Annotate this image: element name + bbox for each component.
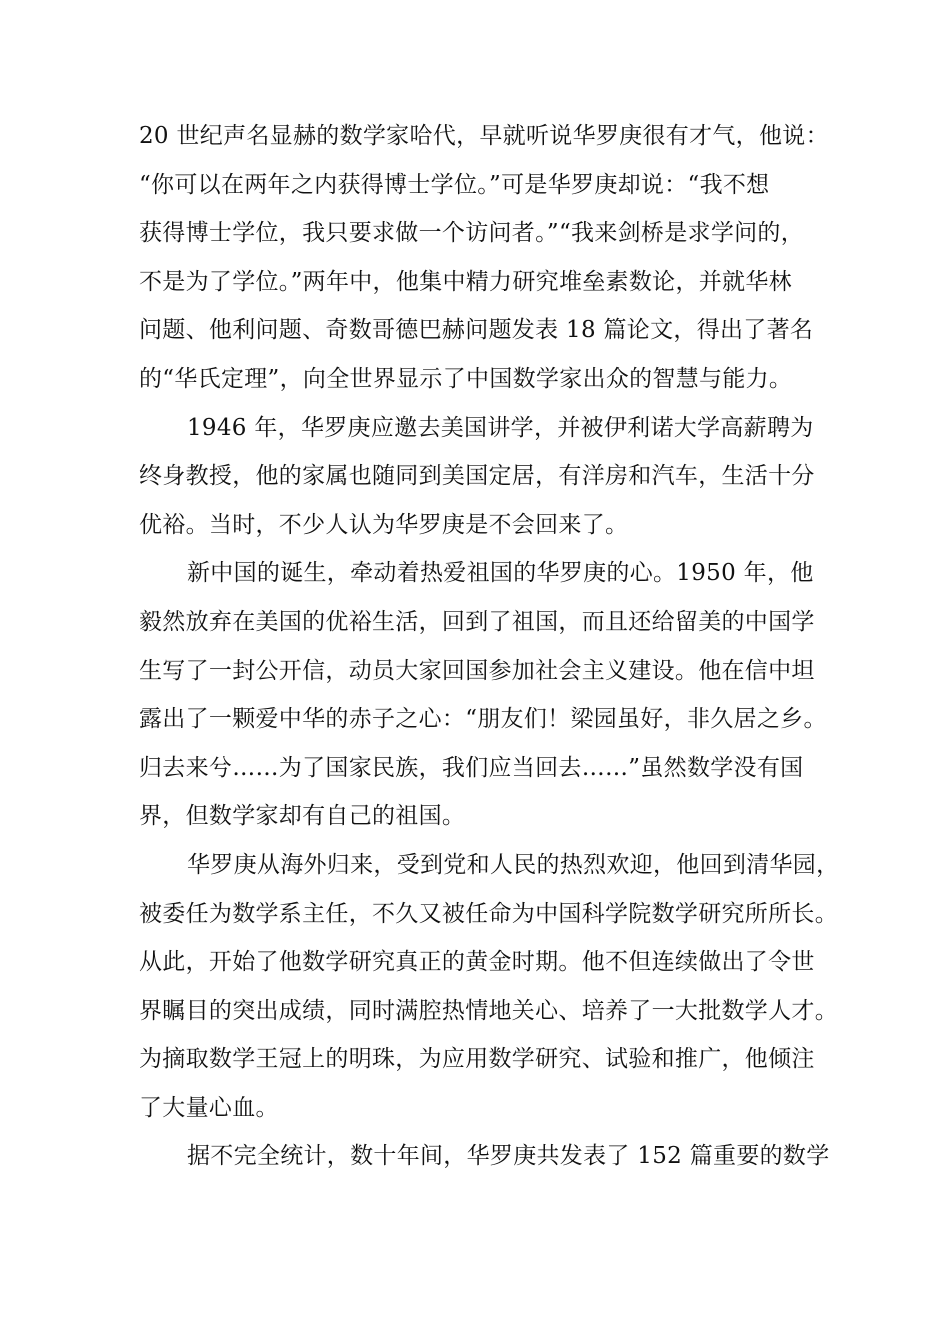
text-line: 露出了一颗爱中华的赤子之心：“朋友们！梁园虽好，非久居之乡。 bbox=[139, 706, 827, 733]
text-line: 终身教授，他的家属也随同到美国定居，有洋房和汽车，生活十分 bbox=[139, 463, 815, 490]
text-line: 被委任为数学系主任，不久又被任命为中国科学院数学研究所所长。 bbox=[139, 900, 838, 927]
text-line: “你可以在两年之内获得博士学位。”可是华罗庚却说：“我不想 bbox=[139, 171, 770, 198]
text-line: 了大量心血。 bbox=[139, 1094, 279, 1121]
paragraph-first-line: 1946 年，华罗庚应邀去美国讲学，并被伊利诺大学高薪聘为 bbox=[187, 414, 814, 441]
paragraph-first-line: 新中国的诞生，牵动着热爱祖国的华罗庚的心。1950 年，他 bbox=[187, 560, 814, 587]
text-line: 毅然放弃在美国的优裕生活，回到了祖国，而且还给留美的中国学 bbox=[139, 608, 815, 635]
text-line: 界瞩目的突出成绩，同时满腔热情地关心、培养了一大批数学人才。 bbox=[139, 997, 838, 1024]
article-body bbox=[139, 112, 839, 1181]
text-line: 不是为了学位。”两年中，他集中精力研究堆垒素数论，并就华林 bbox=[139, 268, 792, 295]
text-line: 从此，开始了他数学研究真正的黄金时期。他不但连续做出了令世 bbox=[139, 949, 815, 976]
text-line: 20 世纪声名显赫的数学家哈代，早就听说华罗庚很有才气，他说： bbox=[139, 123, 829, 149]
text-line: 优裕。当时，不少人认为华罗庚是不会回来了。 bbox=[139, 511, 629, 538]
text-line: 生写了一封公开信，动员大家回国参加社会主义建设。他在信中坦 bbox=[139, 657, 815, 684]
text-line: 为摘取数学王冠上的明珠，为应用数学研究、试验和推广，他倾注 bbox=[139, 1046, 815, 1073]
text-line: 的“华氏定理”，向全世界显示了中国数学家出众的智慧与能力。 bbox=[139, 365, 793, 392]
paragraph-first-line: 华罗庚从海外归来，受到党和人民的热烈欢迎，他回到清华园， bbox=[187, 851, 840, 878]
text-line: 界，但数学家却有自己的祖国。 bbox=[139, 803, 466, 830]
text-line: 问题、他利问题、奇数哥德巴赫问题发表 18 篇论文，得出了著名 bbox=[139, 317, 814, 344]
text-line: 获得博士学位，我只要求做一个访问者。”“我来剑桥是求学问的， bbox=[139, 220, 805, 247]
text-line: 归去来兮……为了国家民族，我们应当回去……”虽然数学没有国 bbox=[139, 754, 804, 781]
paragraph-first-line: 据不完全统计，数十年间，华罗庚共发表了 152 篇重要的数学 bbox=[187, 1143, 830, 1170]
